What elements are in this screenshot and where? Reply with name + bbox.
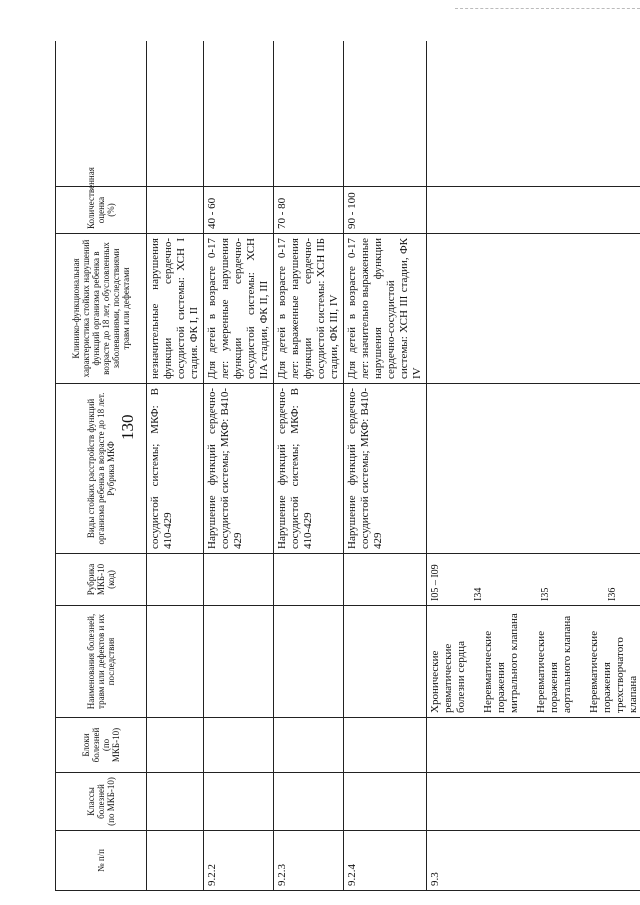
table-row [147,41,204,891]
table-row [204,41,274,891]
table-row [427,41,640,891]
cell-num: 9.2.4 [344,831,427,891]
disability-criteria-table [55,41,640,891]
header-classes: Классы болезней (по МКБ-10) [56,773,147,831]
cell-clinical: Для детей в возрасте 0-17 лет: значительно выраженные нарушения функции сердечно-сосудистой системы: ХСН III стадии, ФК IV [344,234,427,384]
header-types: Виды стойких расстройств функций организма ребенка в возрасте до 18 лет. Рубрика МКФ [56,384,147,554]
table-viewport [55,41,640,891]
header-clinical: Клинико-функциональная характеристика стойких нарушений функций организма ребенка в возрасте до 18 лет, обусловленных заболеваниями, последствиями травм или дефектами [56,234,147,384]
header-blank [56,41,147,187]
cell-num: 9.2.3 [274,831,344,891]
header-row [56,41,147,891]
cell-clinical: незначительные нарушения функции сердечно-сосудистой системы: ХСН I стадия. ФК I, II [147,234,204,384]
cell-types: сосудистой системы; МКФ: В 410-429 [147,384,204,554]
cell-quant [147,187,204,234]
top-dashed-line [455,8,640,9]
table-row [274,41,344,891]
disease-name: Хронические ревматические болезни сердца [429,641,467,713]
cell-types: Нарушение функций сердечно-сосудистой системы; МКФ: В 410-429 [274,384,344,554]
header-num: № п/п [56,831,147,891]
disease-name: Неревматические поражения митрального клапана [482,613,520,713]
table-row [344,41,427,891]
cell-num [147,831,204,891]
disease-name: Неревматические поражения трехстворчатого клапана [588,630,639,713]
cell-clinical: Для детей в возрасте 0-17 лет: умеренные нарушения функции сердечно-сосудистой системы: ХСН IIА стадии, ФК II, III [204,234,274,384]
header-blocks: Блоки болезней (по МКБ-10) [56,718,147,773]
header-names: Наименования болезней, травм или дефектов и их последствия [56,606,147,718]
cell-types: Нарушение функций сердечно-сосудистой системы; МКФ: В410-429 [204,384,274,554]
cell-types: Нарушение функций сердечно-сосудистой системы; МКФ: В410-429 [344,384,427,554]
cell-num: 9.2.2 [204,831,274,891]
cell-disease-names [427,606,640,718]
cell-disease-codes [427,554,640,606]
disease-code: I35 [540,587,551,601]
header-quant: Количественная оценка (%) [56,187,147,234]
cell-num: 9.3 [427,831,640,891]
disease-code: I05 – I09 [430,564,441,601]
cell-clinical: Для детей в возрасте 0-17 лет: выраженные нарушения функции сердечно-сосудистой системы: ХСН IIБ стадии, ФК III, IV [274,234,344,384]
disease-code: I36 [607,587,618,601]
disease-code: I34 [473,587,484,601]
cell-quant: 90 - 100 [344,187,427,234]
cell-quant: 70 - 80 [274,187,344,234]
rotated-page [55,41,640,891]
disease-name: Неревматические поражения аортального клапана [535,615,573,713]
cell-quant: 40 - 60 [204,187,274,234]
page-number: 130 [118,414,137,440]
header-rubric: Рубрика МКБ-10 (код) [56,554,147,606]
